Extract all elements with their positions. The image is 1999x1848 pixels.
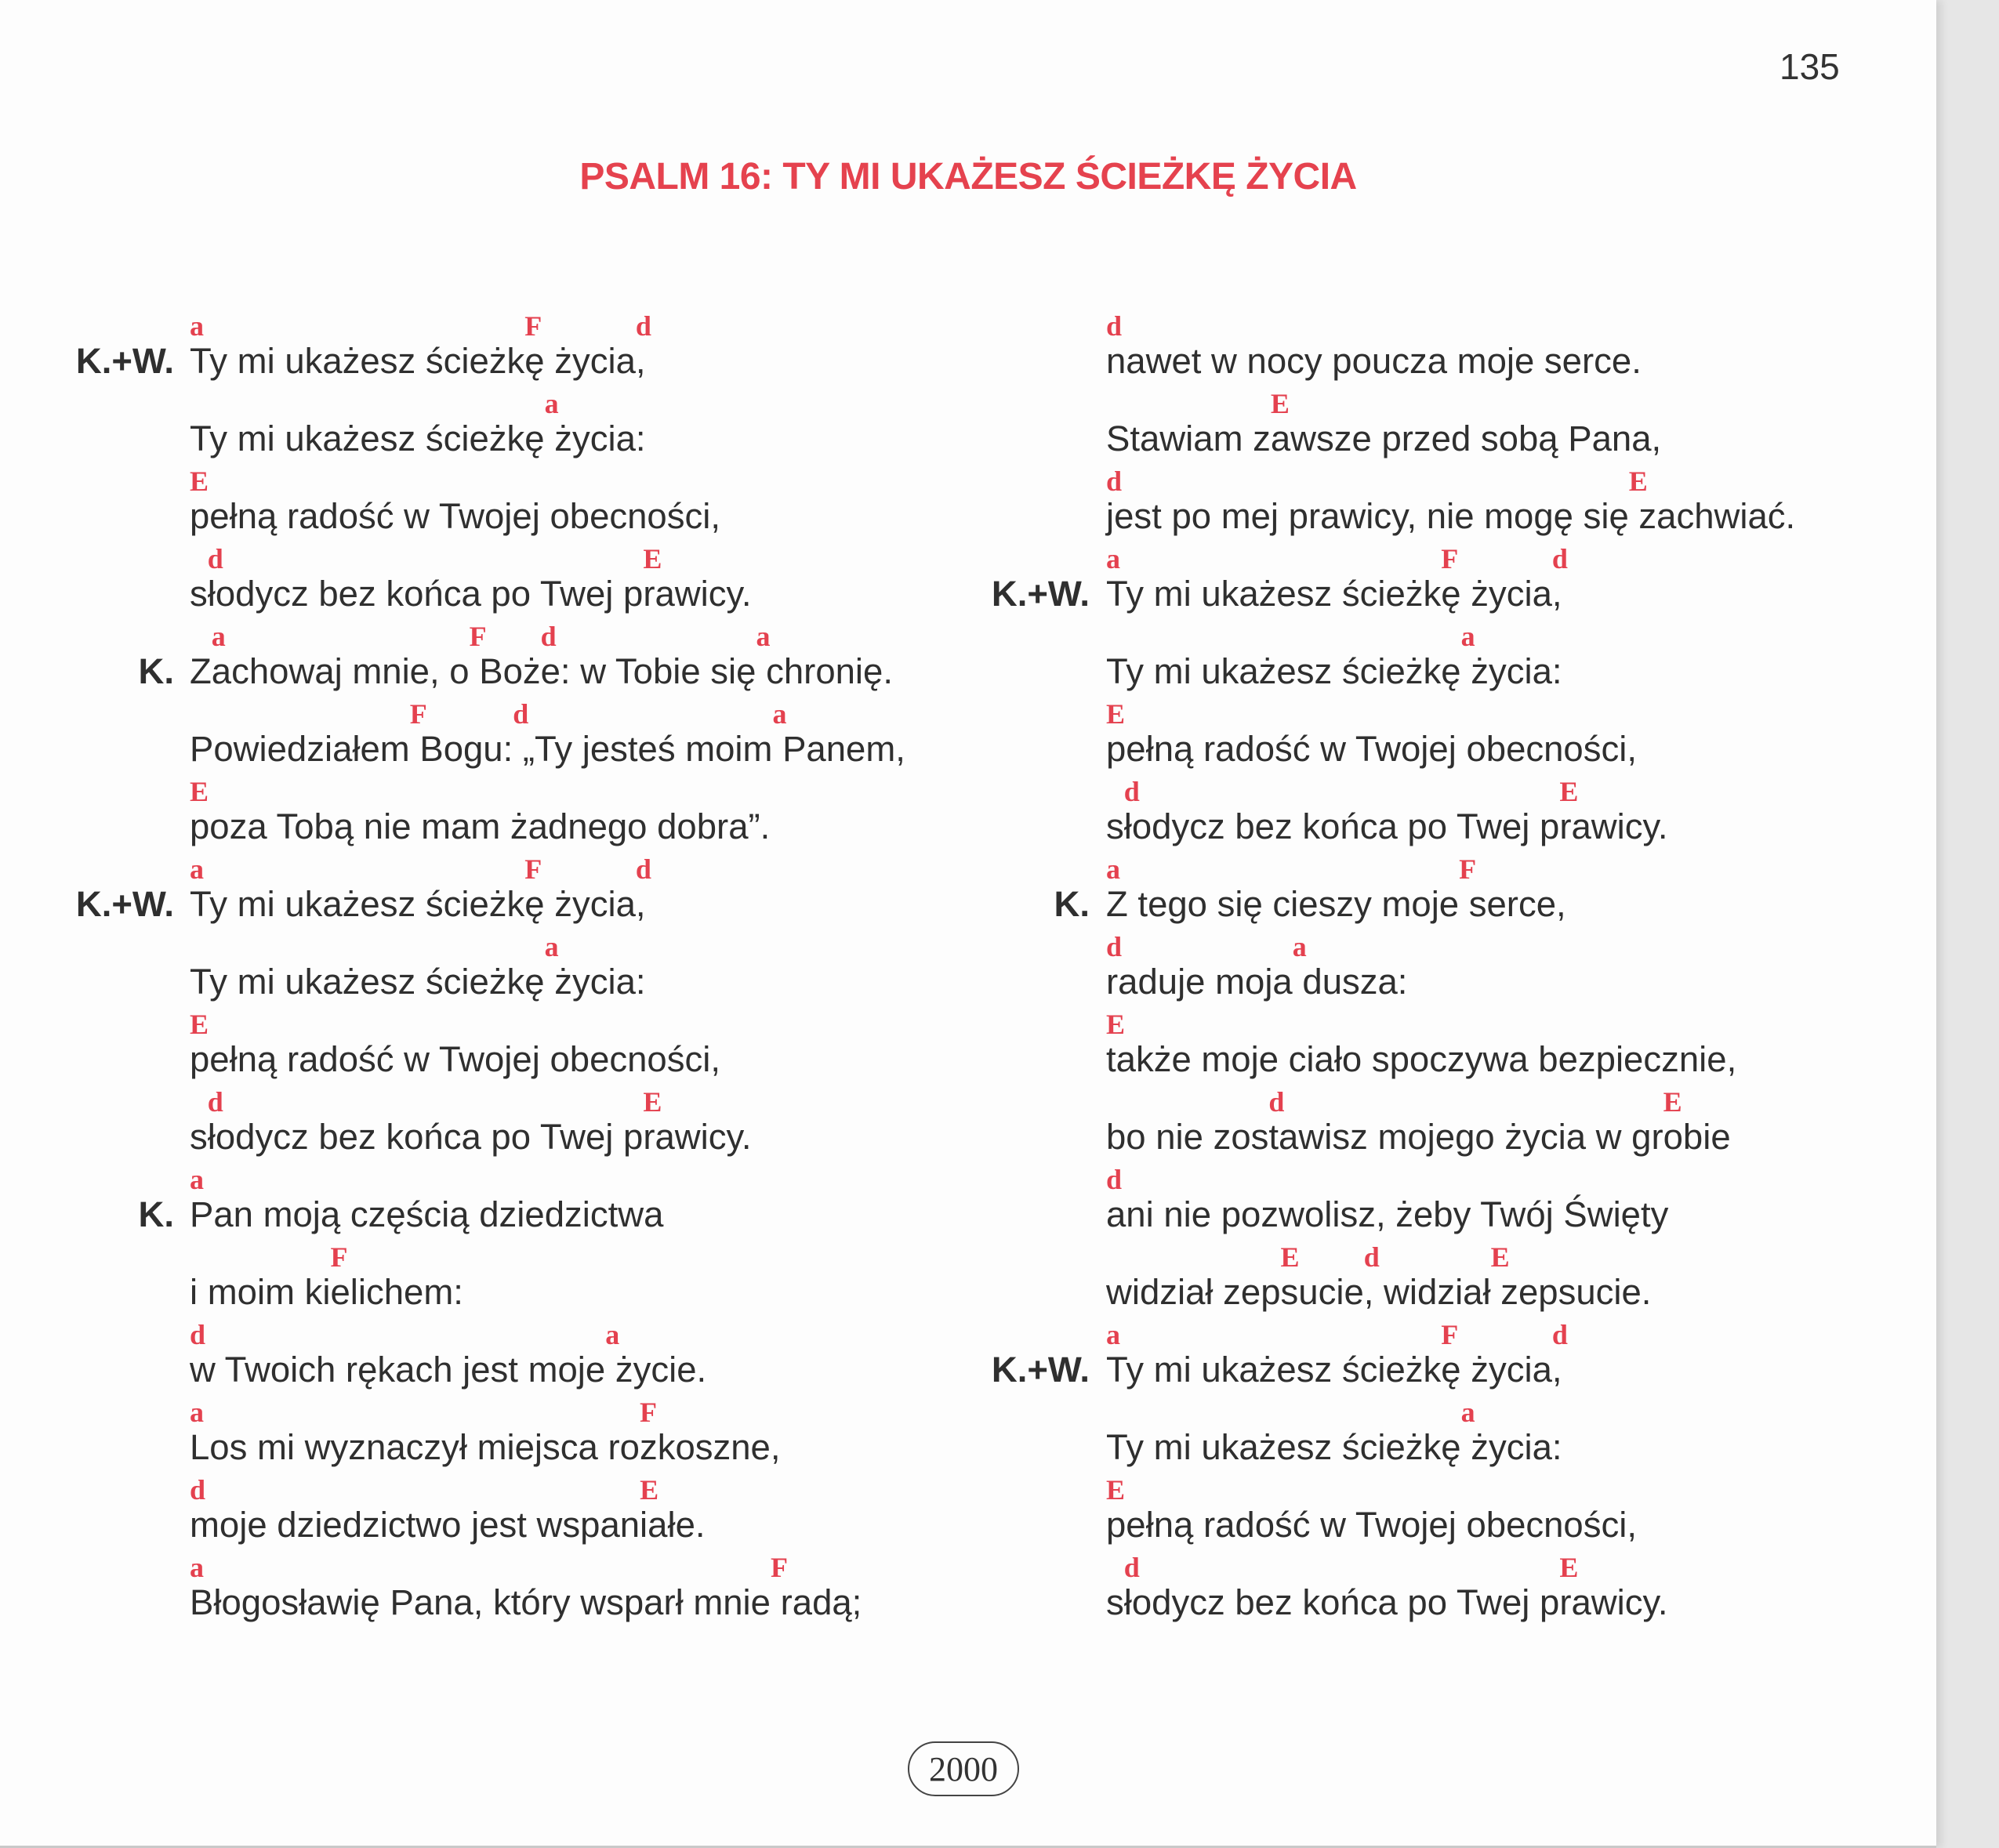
- chord-label: a: [190, 853, 204, 885]
- song-line: [0, 310, 964, 388]
- lyric-text: Ty mi ukażesz ścieżkę życia:: [1106, 1427, 1562, 1467]
- chord-label: d: [1106, 310, 1123, 342]
- song-line: [916, 1397, 1935, 1474]
- song-line: [916, 466, 1935, 543]
- lyric-text: raduje moja dusza:: [1106, 962, 1408, 1002]
- song-line: [916, 698, 1935, 776]
- chord-row: [1106, 853, 1936, 885]
- chord-label: d: [190, 1319, 206, 1350]
- chord-label: a: [211, 621, 226, 652]
- chord-label: E: [1559, 1552, 1579, 1583]
- lyric-text: słodycz bez końca po Twej prawicy.: [1106, 1582, 1668, 1622]
- chord-label: F: [409, 698, 427, 730]
- song-line: [916, 310, 1935, 388]
- chord-label: F: [469, 621, 487, 652]
- chord-label: d: [1123, 776, 1140, 807]
- song-line: [0, 388, 964, 466]
- song-line: [916, 621, 1935, 698]
- chord-label: d: [513, 698, 529, 730]
- chord-label: E: [643, 543, 662, 574]
- lyric-text: Ty mi ukażesz ścieżkę życia,: [1106, 1350, 1562, 1390]
- chord-label: E: [643, 1086, 662, 1118]
- chord-label: E: [640, 1474, 659, 1506]
- chord-row: [1106, 310, 1936, 342]
- part-marker: K.: [138, 1194, 174, 1234]
- chord-label: d: [207, 1086, 223, 1118]
- lyric-text: pełną radość w Twojej obecności,: [190, 1039, 720, 1079]
- chord-label: a: [190, 1164, 204, 1195]
- lyric-text: Błogosławię Pana, który wsparł mnie radą;: [190, 1582, 862, 1622]
- chord-label: d: [190, 1474, 206, 1506]
- chord-label: F: [1441, 1319, 1459, 1350]
- song-line: [916, 776, 1935, 853]
- chord-label: a: [1460, 1397, 1475, 1428]
- chord-row: [1106, 388, 1936, 419]
- chord-row: [1106, 1474, 1936, 1506]
- part-marker: K.: [138, 651, 174, 691]
- part-marker: K.+W.: [991, 1350, 1090, 1390]
- song-line: [916, 1319, 1935, 1397]
- lyric-text: i moim kielichem:: [190, 1272, 463, 1312]
- song-line: [916, 1009, 1935, 1086]
- chord-label: F: [639, 1397, 657, 1428]
- chord-row: [1106, 466, 1936, 497]
- lyric-text: Powiedziałem Bogu: „Ty jesteś moim Panem,: [190, 729, 905, 769]
- chord-row: [1106, 1319, 1936, 1350]
- song-line: [916, 853, 1935, 931]
- part-marker: K.: [1054, 884, 1090, 924]
- lyric-text: Ty mi ukażesz ścieżkę życia:: [190, 962, 646, 1002]
- chord-label: E: [1490, 1241, 1510, 1273]
- chord-label: d: [1551, 543, 1568, 574]
- lyric-text: Ty mi ukażesz ścieżkę życia,: [190, 341, 646, 381]
- lyric-text: Zachowaj mnie, o Boże: w Tobie się chronię.: [190, 651, 893, 691]
- song-line: [0, 1241, 964, 1319]
- page-title: PSALM 16: TY MI UKAŻESZ ŚCIEŻKĘ ŻYCIA: [579, 156, 1357, 197]
- chord-row: [1106, 698, 1936, 730]
- chord-label: a: [1106, 853, 1120, 885]
- chord-label: a: [605, 1319, 620, 1350]
- lyric-text: słodycz bez końca po Twej prawicy.: [190, 574, 752, 614]
- chord-label: a: [544, 931, 559, 962]
- song-line: [916, 1086, 1935, 1164]
- lyric-text: Ty mi ukażesz ścieżkę życia,: [190, 884, 646, 924]
- song-line: [0, 621, 964, 698]
- lyric-text: widział zepsucie, widział zepsucie.: [1106, 1272, 1652, 1312]
- chord-row: [1106, 931, 1936, 962]
- chord-row: [1106, 776, 1936, 807]
- lyric-text: w Twoich rękach jest moje życie.: [190, 1350, 707, 1390]
- chord-label: d: [1551, 1319, 1568, 1350]
- song-line: [0, 853, 964, 931]
- lyric-text: ani nie pozwolisz, żeby Twój Święty: [1106, 1194, 1669, 1234]
- song-line: [0, 466, 964, 543]
- lyric-text: Ty mi ukażesz ścieżkę życia:: [1106, 651, 1562, 691]
- lyric-text: moje dziedzictwo jest wspaniałe.: [190, 1505, 706, 1545]
- chord-row: [1106, 1009, 1936, 1040]
- song-line: [0, 1552, 964, 1629]
- chord-row: [1106, 1552, 1936, 1583]
- chord-label: E: [1280, 1241, 1300, 1273]
- song-line: [0, 1086, 964, 1164]
- lyric-text: także moje ciało spoczywa bezpiecznie,: [1106, 1039, 1737, 1079]
- lyric-text: Pan moją częścią dziedzictwa: [190, 1194, 664, 1234]
- chord-label: a: [1106, 1319, 1120, 1350]
- lyric-text: Stawiam zawsze przed sobą Pana,: [1106, 419, 1662, 458]
- chord-row: [1106, 621, 1936, 652]
- chord-label: a: [190, 310, 204, 342]
- chord-label: E: [190, 466, 209, 497]
- chord-label: d: [1363, 1241, 1380, 1273]
- chord-label: E: [1663, 1086, 1682, 1118]
- chord-label: a: [544, 388, 559, 419]
- lyric-text: bo nie zostawisz mojego życia w grobie: [1106, 1117, 1731, 1157]
- song-line: [0, 931, 964, 1009]
- lyric-text: Ty mi ukażesz ścieżkę życia,: [1106, 574, 1562, 614]
- chord-label: d: [1123, 1552, 1140, 1583]
- song-line: [0, 1474, 964, 1552]
- lyric-text: słodycz bez końca po Twej prawicy.: [1106, 806, 1668, 846]
- lyric-text: nawet w nocy poucza moje serce.: [1106, 341, 1642, 381]
- chord-row: [1106, 1164, 1936, 1195]
- chord-label: F: [524, 853, 542, 885]
- chord-label: F: [770, 1552, 788, 1583]
- chord-row: [1106, 1397, 1936, 1428]
- chord-label: d: [1106, 466, 1123, 497]
- lyric-text: pełną radość w Twojej obecności,: [1106, 729, 1637, 769]
- song-line: [0, 1397, 964, 1474]
- chord-label: a: [1106, 543, 1120, 574]
- lyric-text: Los mi wyznaczył miejsca rozkoszne,: [190, 1427, 781, 1467]
- song-line: [0, 1164, 964, 1241]
- song-line: [916, 1474, 1935, 1552]
- chord-label: F: [330, 1241, 348, 1273]
- page-number: 135: [1780, 46, 1840, 87]
- chord-label: E: [1106, 698, 1126, 730]
- lyric-text: pełną radość w Twojej obecności,: [1106, 1505, 1637, 1545]
- part-marker: K.+W.: [991, 574, 1090, 614]
- chord-label: F: [1441, 543, 1459, 574]
- chord-label: F: [524, 310, 542, 342]
- lyric-text: Ty mi ukażesz ścieżkę życia:: [190, 419, 646, 458]
- song-line: [916, 931, 1935, 1009]
- chord-label: a: [190, 1552, 204, 1583]
- chord-label: a: [190, 1397, 204, 1428]
- chord-row: [1106, 1086, 1936, 1118]
- song-line: [0, 1319, 964, 1397]
- chord-label: d: [635, 853, 651, 885]
- lyric-text: pełną radość w Twojej obecności,: [190, 496, 720, 536]
- chord-label: E: [190, 1009, 209, 1040]
- song-line: [0, 776, 964, 853]
- chord-label: E: [1270, 388, 1290, 419]
- chord-label: E: [1106, 1009, 1126, 1040]
- footer-number-badge: 2000: [908, 1741, 1019, 1796]
- part-marker: K.+W.: [75, 884, 174, 924]
- chord-label: a: [756, 621, 771, 652]
- chord-row: [1106, 1241, 1936, 1273]
- lyric-text: słodycz bez końca po Twej prawicy.: [190, 1117, 752, 1157]
- chord-label: E: [1628, 466, 1648, 497]
- chord-label: d: [635, 310, 651, 342]
- chord-row: [1106, 543, 1936, 574]
- song-line: [916, 1164, 1935, 1241]
- song-line: [0, 1009, 964, 1086]
- song-line: [916, 1241, 1935, 1319]
- song-line: [0, 543, 964, 621]
- chord-label: d: [1268, 1086, 1285, 1118]
- lyric-text: jest po mej prawicy, nie mogę się zachwiać.: [1106, 496, 1796, 536]
- chord-label: E: [1106, 1474, 1126, 1506]
- chord-label: d: [207, 543, 223, 574]
- lyric-text: Z tego się cieszy moje serce,: [1106, 884, 1566, 924]
- chord-label: E: [1559, 776, 1579, 807]
- chord-label: a: [772, 698, 787, 730]
- song-line: [916, 388, 1935, 466]
- part-marker: K.+W.: [75, 341, 174, 381]
- song-line: [916, 543, 1935, 621]
- chord-label: a: [1292, 931, 1307, 962]
- chord-label: d: [1106, 931, 1123, 962]
- chord-label: d: [540, 621, 557, 652]
- song-line: [916, 1552, 1935, 1629]
- chord-label: F: [1459, 853, 1477, 885]
- lyric-text: poza Tobą nie mam żadnego dobra”.: [190, 806, 771, 846]
- chord-label: a: [1460, 621, 1475, 652]
- chord-label: E: [190, 776, 209, 807]
- chord-label: d: [1106, 1164, 1123, 1195]
- song-line: [0, 698, 964, 776]
